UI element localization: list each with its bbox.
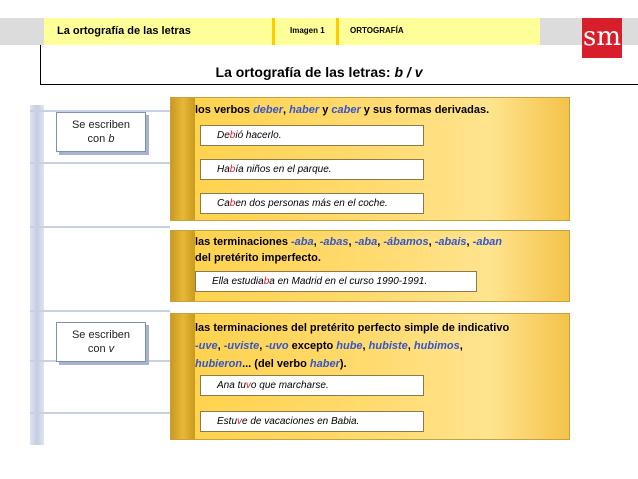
text-fragment: del pretérito imperfecto. [195,252,321,264]
text-fragment: o que marcharse. [250,380,329,391]
example-1-1 [200,125,424,146]
text-fragment: ). [339,358,347,370]
text-fragment: , [313,236,320,248]
text-fragment: en dos personas más en el coche. [235,198,388,209]
text-fragment: , [407,340,414,352]
text-fragment: , [217,340,224,352]
text-fragment: b [263,276,270,287]
header-bar [40,18,540,45]
text-fragment: ... (del verbo [242,358,310,370]
page-title-letters: b / v [394,64,423,80]
text-fragment: -abais [434,236,467,248]
text-fragment: Ca [217,198,230,209]
text-fragment: , [362,340,369,352]
text-fragment: -uvo [265,340,289,352]
text-fragment: b [108,133,115,145]
text-fragment: b [229,198,236,209]
text-fragment: b [229,164,236,175]
text-fragment: v [237,416,243,427]
text-fragment: v [108,343,115,355]
text-fragment: -ábamos [383,236,429,248]
text-fragment: ió hacerlo. [235,130,282,141]
text-fragment: y [319,104,332,116]
header-title: La ortografía de las letras [57,25,191,37]
text-fragment: Ana tu [217,380,246,391]
example-1-2 [200,159,424,180]
text-fragment: , [348,236,355,248]
example-3-2 [200,411,424,432]
text-fragment: haber [289,104,320,116]
example-2-1 [195,271,477,292]
text-fragment: ía niños en el parque. [235,164,332,175]
text-fragment: con [87,343,109,355]
connector-stripe [30,310,170,312]
text-fragment: excepto [288,340,337,352]
rule-2-text [195,234,502,266]
text-fragment: , [459,340,463,352]
connector-stripe [30,105,44,445]
text-fragment: Estu [217,416,238,427]
text-fragment: -aban [472,236,503,248]
text-fragment: b [229,130,236,141]
sm-logo: sm [582,18,622,58]
text-fragment: Ha [217,164,230,175]
text-fragment: v [245,380,251,391]
text-fragment: -abas [319,236,349,248]
text-fragment: De [217,130,230,141]
text-fragment: -aba [354,236,378,248]
example-3-1 [200,375,424,396]
text-fragment: las terminaciones del pretérito perfecto simple de indicativo [195,322,510,334]
text-fragment: deber [253,104,284,116]
text-fragment: Ella estudia [212,276,264,287]
text-fragment: con [87,133,109,145]
rule-3-text [195,319,509,373]
text-fragment: e de vacaciones en Babia. [242,416,360,427]
header-left-block [0,18,44,45]
header-separator [272,18,275,45]
text-fragment: -uve [195,340,218,352]
text-fragment: hube [336,340,363,352]
text-fragment: , [428,236,435,248]
text-fragment: hubieron [195,358,243,370]
text-fragment: , [283,104,290,116]
text-fragment: las terminaciones [195,236,291,248]
connector-stripe [30,412,170,414]
header-section: ORTOGRAFÍA [350,26,404,35]
text-fragment: y sus formas derivadas. [360,104,490,116]
page-title [0,64,638,80]
text-fragment: , [259,340,266,352]
header-separator [336,18,339,45]
example-1-3 [200,193,424,214]
text-fragment: La ortografía de las letras: [215,64,395,80]
section-label-v [56,322,146,362]
text-fragment: haber [309,358,340,370]
text-fragment: , [377,236,384,248]
connector-stripe [30,226,170,228]
text-fragment: caber [331,104,361,116]
text-fragment: hubiste [368,340,408,352]
text-fragment: Se escriben [71,119,131,131]
text-fragment: Se escriben [71,329,131,341]
rule-1-text [195,102,489,118]
text-fragment: -uviste [223,340,260,352]
text-fragment: a en Madrid en el curso 1990-1991. [269,276,428,287]
text-fragment: , [466,236,473,248]
divider-horizontal [40,84,638,85]
section-label-b [56,112,146,152]
text-fragment: hubimos [413,340,460,352]
text-fragment: los verbos [195,104,254,116]
connector-stripe [30,162,170,164]
header-image-label: Imagen 1 [290,26,325,35]
text-fragment: -aba [291,236,314,248]
